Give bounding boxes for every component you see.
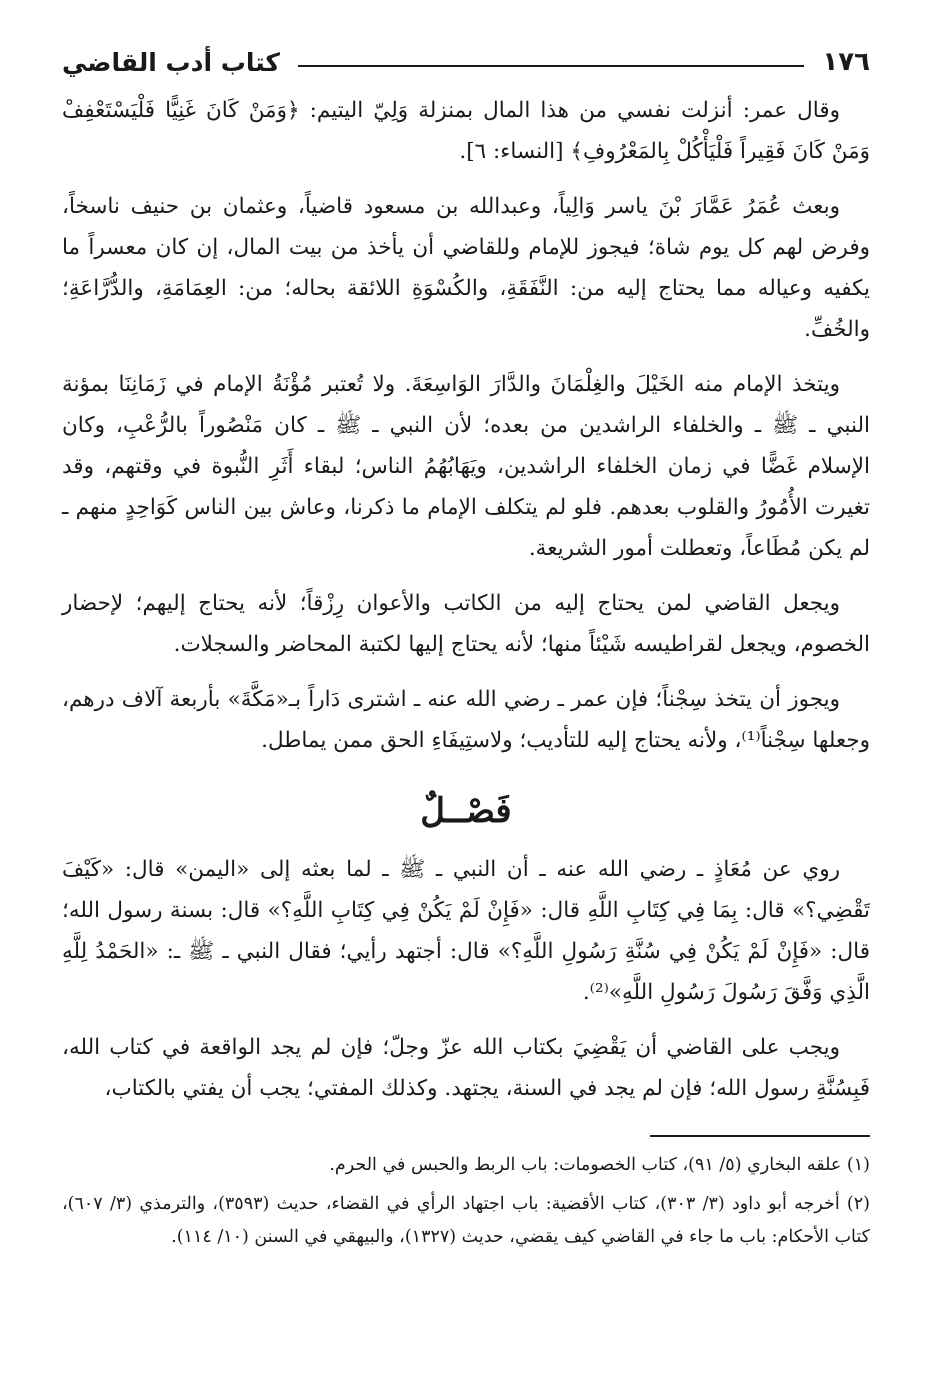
paragraph: روي عن مُعَاذٍ ـ رضي الله عنه ـ أن النبي ـ ﷺ ـ لما بعثه إلى «اليمن» قال: «كَيْفَ تَقْضِي؟» قال: بِمَا فِي كِتَابِ اللَّهِ قال: «فَإِنْ لَمْ يَكُنْ فِي كِتَابِ اللَّهِ؟» قال: بسنة رسول الله؛ قال: «فَإِنْ لَمْ يَكُنْ فِي سُنَّةِ رَسُولِ اللَّهِ؟» قال: أجتهد رأيي؛ فقال النبي ـ ﷺ ـ: «الحَمْدُ لِلَّهِ الَّذِي وَفَّقَ رَسُولَ رَسُولِ اللَّهِ»⁽²⁾. [62, 857, 870, 1005]
running-title: كتاب أدب القاضي [62, 47, 280, 77]
body-text [62, 90, 870, 1109]
book-page [62, 40, 870, 1360]
paragraph: وبعث عُمَرُ عَمَّارَ بْنَ ياسر وَالِياً، وعبدالله بن مسعود قاضياً، وعثمان بن حنيف ناسخاً، وفرض لهم كل يوم شاة؛ فيجوز للإمام وللقاضي أن يأخذ من بيت المال، إن كان معسراً ما يكفيه وعياله مما يحتاج إليه من: النَّفَقَةِ، والكُسْوَةِ اللائقة بحاله؛ من: العِمَامَةِ، والدُّرَّاعَةِ؛ والخُفِّ. [62, 194, 870, 342]
footnote: (١) علقه البخاري (٥/ ٩١)، كتاب الخصومات: باب الربط والحبس في الحرم. [329, 1155, 870, 1175]
paragraph: وقال عمر: أنزلت نفسي من هذا المال بمنزلة وَلِيّ اليتيم: ﴿وَمَنْ كَانَ غَنِيًّا فَلْيَسْتَعْفِفْ وَمَنْ كَانَ فَقِيراً فَلْيَأْكُلْ بِالمَعْرُوفِ﴾ [النساء: ٦]. [62, 98, 870, 164]
section-heading: فَصْــلٌ [420, 791, 512, 831]
paragraph: ويجوز أن يتخذ سِجْناً؛ فإن عمر ـ رضي الله عنه ـ اشترى دَاراً بـ«مَكَّةَ» بأربعة آلاف درهم، وجعلها سِجْناً⁽¹⁾، ولأنه يحتاج إليه للتأديب؛ ولاستِيفَاءِ الحق ممن يماطل. [62, 687, 870, 753]
paragraph: ويجعل القاضي لمن يحتاج إليه من الكاتب والأعوان رِزْقاً؛ لأنه يحتاج إليهم؛ لإحضار الخصوم، ويجعل لقراطيسه شَيْئاً منها؛ لأنه يحتاج إليها لكتبة المحاضر والسجلات. [62, 591, 870, 657]
page-header [62, 40, 870, 84]
footnote: (٢) أخرجه أبو داود (٣/ ٣٠٣)، كتاب الأقضية: باب اجتهاد الرأي في القضاء، حديث (٣٥٩٣)، والترمذي (٣/ ٦٠٧)، كتاب الأحكام: باب ما جاء في القاضي كيف يقضي، حديث (١٣٢٧)، والبيهقي في السنن (١٠/ ١١٤). [62, 1194, 870, 1247]
footnotes [62, 1149, 870, 1254]
paragraph: ويجب على القاضي أن يَقْضِيَ بكتاب الله عزّ وجلّ؛ فإن لم يجد الواقعة في كتاب الله، فَبِسُنَّةِ رسول الله؛ فإن لم يجد في السنة، يجتهد. وكذلك المفتي؛ يجب أن يفتي بالكتاب، [62, 1035, 870, 1101]
paragraph: ويتخذ الإمام منه الخَيْلَ والغِلْمَانَ والدَّارَ الوَاسِعَةَ. ولا تُعتبر مُؤْنَةُ الإمام في زَمَانِنَا بمؤنة النبي ـ ﷺ ـ والخلفاء الراشدين من بعده؛ لأن النبي ـ ﷺ ـ كان مَنْصُوراً بالرُّعْبِ، وكان الإسلام غَضًّا في زمان الخلفاء الراشدين، ويَهَابُهُمُ الناس؛ لبقاء أَثَرِ النُّبوة في وقتهم، وقد تغيرت الأُمُورُ والقلوب بعدهم. فلو لم يتكلف الإمام ما ذكرنا، وعاش بين الناس كَوَاحِدٍ منهم ـ لم يكن مُطَاعاً، وتعطلت أمور الشريعة. [62, 372, 870, 561]
header-rule [298, 65, 804, 67]
footnote-rule [650, 1135, 870, 1137]
page-number: ١٧٦ [822, 47, 870, 77]
